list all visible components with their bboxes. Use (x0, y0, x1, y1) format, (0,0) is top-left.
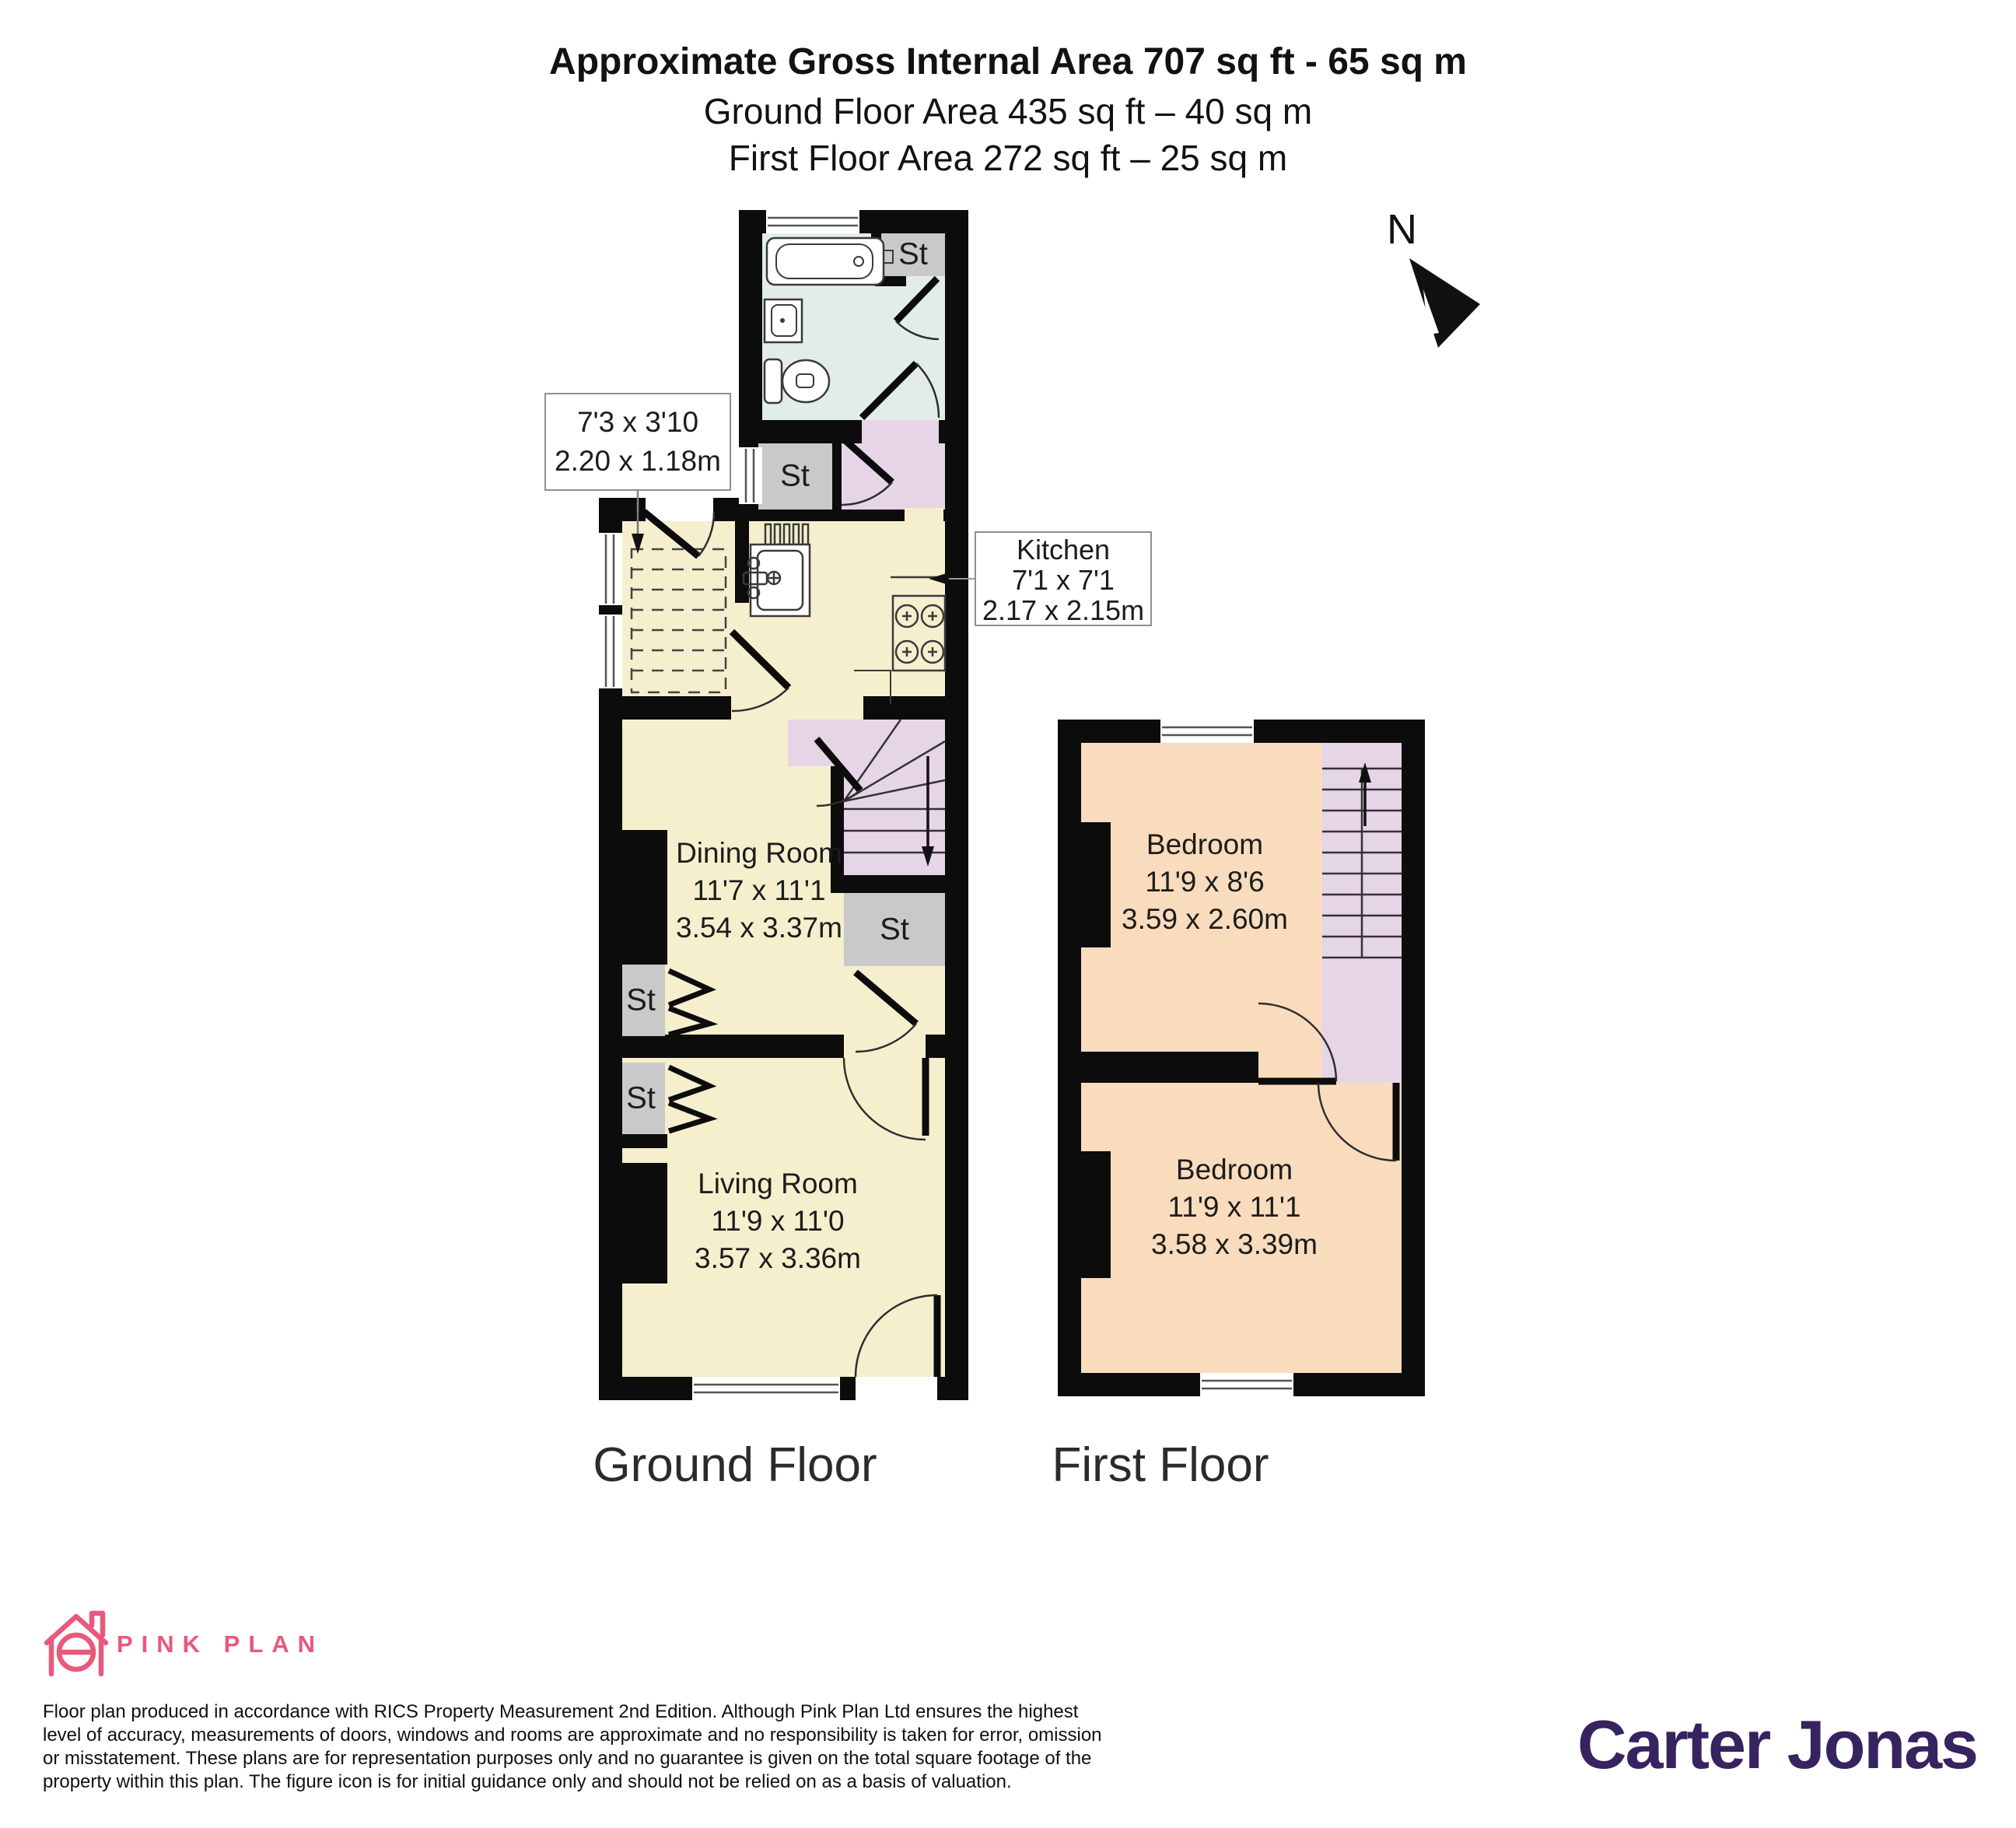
storage-label: St (898, 236, 928, 271)
ground-floor-caption: Ground Floor (593, 1438, 877, 1492)
kitchen-imperial: 7'1 x 7'1 (1012, 564, 1115, 596)
kitchen-metric: 2.17 x 2.15m (982, 594, 1145, 626)
first-floor-area-line: First Floor Area 272 sq ft – 25 sq m (728, 138, 1288, 178)
disclaimer-line: property within this plan. The figure icon is for initial guidance only and should not be relied on as a basis of valuation. (43, 1771, 1012, 1792)
disclaimer-line: Floor plan produced in accordance with RICS Property Measurement 2nd Edition. Although Pink Plan Ltd ensures the highest (43, 1701, 1079, 1722)
bedroom-top-label (1122, 826, 1288, 938)
kitchen-name: Kitchen (1016, 534, 1111, 566)
bedroom-bottom-label (1151, 1151, 1318, 1263)
kitchen-callout (975, 531, 1152, 626)
room-metric: 3.54 x 3.37m (676, 912, 842, 944)
room-metric: 3.59 x 2.60m (1122, 903, 1288, 935)
pink-plan-house-icon (47, 1613, 106, 1674)
room-imperial: 11'9 x 11'0 (711, 1205, 845, 1237)
room-name: Dining Room (676, 837, 842, 869)
room-imperial: 11'9 x 8'6 (1145, 866, 1265, 898)
hall-imperial: 7'3 x 3'10 (576, 406, 699, 438)
north-arrow-icon (1409, 258, 1480, 348)
storage-label: St (880, 912, 909, 947)
hall-metric: 2.20 x 1.18m (555, 445, 721, 477)
disclaimer-line: level of accuracy, measurements of doors, windows and rooms are approximate and no responsibility is taken for error, omission (43, 1725, 1102, 1746)
hall-dimension-callout (544, 393, 731, 491)
carter-jonas-logo: Carter Jonas (1577, 1706, 1977, 1783)
room-name: Living Room (698, 1168, 858, 1199)
room-metric: 3.58 x 3.39m (1151, 1228, 1318, 1260)
living-room-label (695, 1165, 861, 1277)
storage-label: St (780, 458, 810, 493)
north-label: N (1387, 206, 1417, 253)
page-title: Approximate Gross Internal Area 707 sq ft - 65 sq m (549, 41, 1467, 82)
room-name: Bedroom (1175, 1154, 1293, 1185)
room-metric: 3.57 x 3.36m (695, 1242, 861, 1274)
room-imperial: 11'7 x 11'1 (692, 874, 826, 906)
storage-label: St (626, 1080, 656, 1115)
pink-plan-logo: PINK PLAN (117, 1630, 324, 1658)
disclaimer-line: or misstatement. These plans are for representation purposes only and no guarantee is given on the total square footage of the (43, 1748, 1092, 1769)
storage-label: St (626, 982, 656, 1017)
toilet-fixture (765, 359, 782, 403)
disclaimer-text (43, 1700, 1102, 1794)
first-floor-caption: First Floor (1052, 1438, 1269, 1492)
ground-floor-area-line: Ground Floor Area 435 sq ft – 40 sq m (703, 91, 1313, 131)
room-imperial: 11'9 x 11'1 (1167, 1191, 1301, 1223)
dining-room-label (676, 835, 842, 947)
first-floor-plan (1058, 720, 1425, 1396)
room-name: Bedroom (1146, 828, 1264, 860)
